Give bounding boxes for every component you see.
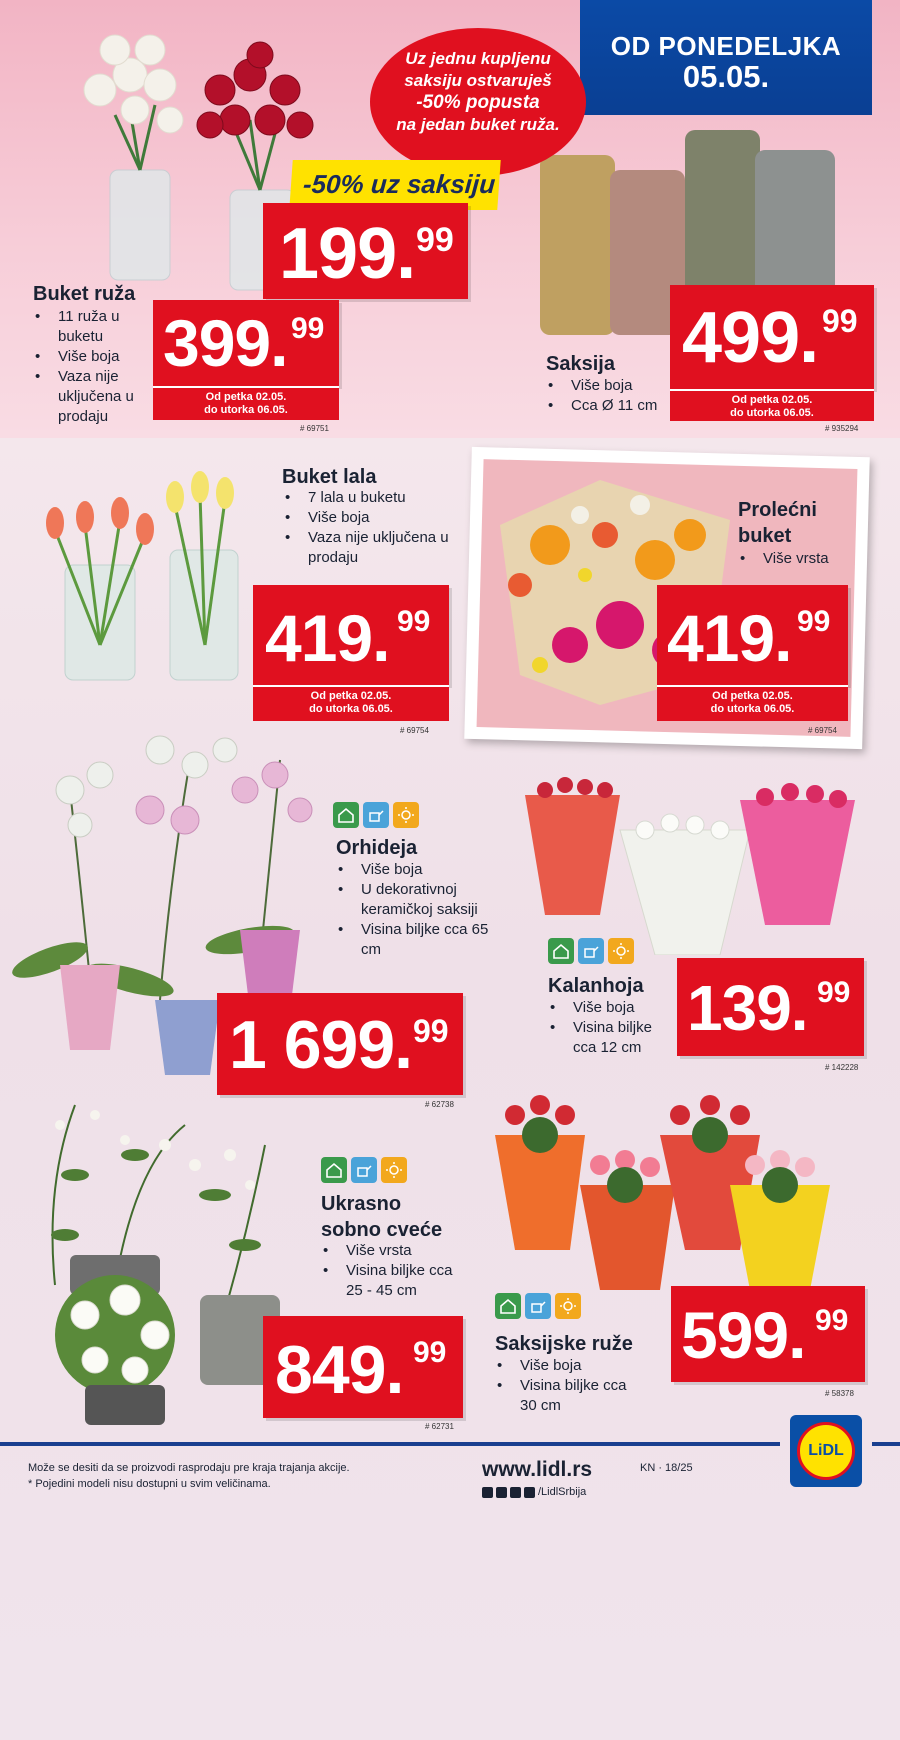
indoor-icon [333,802,359,828]
title-line-2: buket [738,525,792,547]
bullet: • Više boja [492,1356,642,1376]
promo-line-4: na jedan buket ruža. [396,115,560,134]
decorative-plants-image [15,1085,290,1430]
sun-icon [608,938,634,964]
price-cents: 99 [797,605,831,638]
bullet: • Visina biljke cca 30 cm [492,1376,642,1416]
tulips-image [25,445,250,685]
kalanchoe-sku: # 142228 [825,1063,859,1072]
title-line-1: Prolećni [738,499,817,521]
orchid-bullets [333,860,493,960]
bullet: • Visina biljke cca 25 - 45 cm [318,1261,468,1301]
price-cents: 99 [397,605,431,638]
promo-line-3: -50% popusta [416,92,540,113]
kalanchoe-bullets [545,998,675,1058]
date-line-1: Od petka 02.05. [712,690,793,702]
tulips-title: Buket lala [282,466,377,488]
bullet: • Više vrsta [318,1241,468,1261]
price-cents: 99 [413,1013,449,1049]
kalanchoe-image [520,775,860,955]
watering-can-icon [525,1293,551,1319]
price-cents: 99 [817,976,851,1009]
potroses-bullets [492,1356,642,1416]
price-cents: 99 [416,221,454,259]
price-main: 499. [682,298,819,378]
pot-price [670,285,874,389]
footer-line-left [0,1442,780,1446]
decorative-price [263,1316,463,1418]
promo-line-1: Uz jednu kupljenu [405,49,551,68]
promo-line-2: saksiju ostvaruješ [404,71,552,90]
tulips-price [253,585,449,685]
bullet: • Cca Ø 11 cm [543,396,673,416]
date-line-2: do utorka 06.05. [710,703,795,715]
date-line-2: do utorka 06.05. [204,404,288,416]
roses-price [153,300,339,386]
spring-bouquet-bullets [735,549,865,569]
potroses-title: Saksijske ruže [495,1333,633,1355]
kalanchoe-title: Kalanhoja [548,975,644,997]
banner-line-1: OD PONEDELJKA [610,31,842,61]
sun-icon [381,1157,407,1183]
pot-bullets [543,376,673,416]
indoor-icon [321,1157,347,1183]
roses-date [153,386,339,420]
decorative-title [321,1191,442,1243]
title-line-2: sobno cveće [321,1219,443,1241]
bullet: • Više boja [543,376,673,396]
date-line-1: Od petka 02.05. [205,391,287,403]
lidl-logo [790,1415,862,1487]
social-links[interactable] [482,1486,586,1498]
price-main: 399. [163,306,288,380]
roses-bullets [30,307,155,427]
lidl-logo-text: LiDL [797,1422,855,1480]
roses-title: Buket ruža [33,283,136,305]
decorative-sku: # 62731 [425,1422,454,1431]
footer-notes [28,1460,350,1492]
bullet: • Vaza nije uključena u prodaju [30,367,155,427]
watering-can-icon [351,1157,377,1183]
sun-icon [555,1293,581,1319]
footer-note-1: Može se desiti da se proizvodi rasprodaju pre kraja trajanja akcije. [28,1462,350,1474]
footer-line-right [872,1442,900,1446]
price-cents: 99 [822,303,858,339]
price-main: 849. [275,1332,404,1408]
indoor-icon [548,938,574,964]
bullet: • 11 ruža u buketu [30,307,155,347]
spring-price [657,585,848,685]
watering-can-icon [578,938,604,964]
price-main: 1 699. [229,1007,413,1083]
sun-icon [393,802,419,828]
decorative-care-icons [321,1157,411,1183]
price-main: 419. [667,601,792,675]
issue-number: KN · 18/25 [640,1462,693,1474]
spring-sku: # 69754 [808,726,837,735]
instagram-icon[interactable] [496,1487,507,1498]
tulips-sku: # 69754 [400,726,429,735]
orchid-title: Orhideja [336,837,418,859]
indoor-icon [495,1293,521,1319]
promo-circle [370,28,586,176]
orchid-sku: # 62738 [425,1100,454,1109]
roses-sku: # 69751 [300,424,329,433]
bullet: • Više vrsta [735,549,865,569]
decorative-bullets [318,1241,468,1301]
bullet: • Više boja [280,508,470,528]
social-handle[interactable]: /LidlSrbija [538,1486,587,1498]
tiktok-icon[interactable] [524,1487,535,1498]
bullet: • Vaza nije uključena u prodaju [280,528,470,568]
bullet: • Više boja [333,860,493,880]
orchid-price [217,993,463,1095]
footer-note-2: * Pojedini modeli nisu dostupni u svim veličinama. [28,1478,271,1490]
bullet: • 7 lala u buketu [280,488,470,508]
price-main: 419. [265,601,390,675]
bullet: • Više boja [545,998,675,1018]
bullet: • Više boja [30,347,155,367]
potroses-care-icons [495,1293,585,1319]
date-banner [580,0,872,115]
price-cents: 99 [413,1336,447,1369]
pot-title: Saksija [546,353,615,375]
price-cents: 99 [291,312,325,345]
pot-date [670,389,874,421]
top-section [0,0,900,438]
title-line-1: Ukrasno [321,1193,402,1215]
facebook-icon[interactable] [482,1487,493,1498]
bullet: • Visina biljke cca 12 cm [545,1018,675,1058]
kalanchoe-care-icons [548,938,638,964]
potroses-price [671,1286,865,1382]
tulips-date [253,685,449,721]
price-main: 599. [681,1298,806,1372]
price-cents: 99 [815,1304,849,1337]
bullet: • Visina biljke cca 65 cm [333,920,493,960]
tulips-bullets [280,488,470,568]
pot-sku: # 935294 [825,424,859,433]
date-line-1: Od petka 02.05. [310,690,392,702]
price-main: 199. [279,214,416,294]
discount-tag: -50% uz saksiju [289,160,500,210]
potroses-sku: # 58378 [825,1389,854,1398]
pot-roses-image [485,1075,845,1295]
price-main: 139. [687,972,808,1044]
youtube-icon[interactable] [510,1487,521,1498]
bullet: • U dekorativnoj keramičkoj saksiji [333,880,493,920]
roses-discount-price [263,203,468,299]
banner-line-2: 05.05. [682,59,770,94]
spring-title [738,497,817,549]
date-line-1: Od petka 02.05. [731,394,813,406]
watering-can-icon [363,802,389,828]
spring-date [657,685,848,721]
orchid-care-icons [333,802,423,828]
kalanchoe-price [677,958,864,1056]
date-line-2: do utorka 06.05. [309,703,393,715]
date-line-2: do utorka 06.05. [730,407,814,419]
website-link[interactable]: www.lidl.rs [482,1458,593,1481]
